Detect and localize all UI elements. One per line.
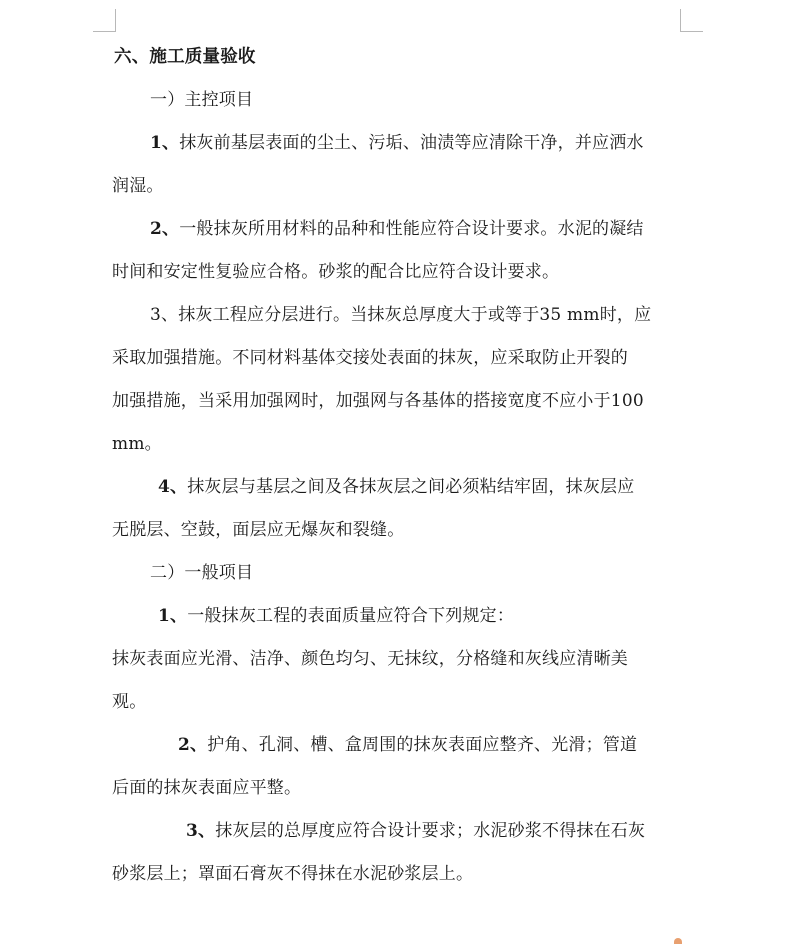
- paragraph-line: 后面的抹灰表面应平整。: [112, 778, 302, 798]
- document-body: [112, 36, 684, 896]
- paragraph-line: 无脱层、空鼓，面层应无爆灰和裂缝。: [112, 520, 405, 540]
- margin-corner-mark-left: [93, 9, 116, 32]
- paragraph-line: 1、一般抹灰工程的表面质量应符合下列规定：: [158, 606, 515, 626]
- paragraph-line: 润湿。: [112, 176, 164, 196]
- paragraph-line: 3、抹灰层的总厚度应符合设计要求；水泥砂浆不得抹在石灰: [186, 821, 646, 841]
- paragraph-line: 时间和安定性复验应合格。砂浆的配合比应符合设计要求。: [112, 262, 560, 282]
- main-items-heading: 一）主控项目: [150, 90, 254, 110]
- item-number: 4、: [158, 477, 188, 497]
- paragraph-line: 抹灰表面应光滑、洁净、颜色均匀、无抹纹，分格缝和灰线应清晰美: [112, 649, 628, 669]
- margin-corner-mark-right: [680, 9, 703, 32]
- section-title: 六、施工质量验收: [114, 47, 256, 67]
- paragraph-line: 砂浆层上；罩面石膏灰不得抹在水泥砂浆层上。: [112, 864, 474, 884]
- item-number: 2、: [150, 219, 180, 239]
- paragraph-line: 观。: [112, 692, 147, 712]
- item-number: 2、: [178, 735, 208, 755]
- item-number: 1、: [158, 606, 188, 626]
- paragraph-line: 2、一般抹灰所用材料的品种和性能应符合设计要求。水泥的凝结: [150, 219, 644, 239]
- item-number: 1、: [150, 133, 180, 153]
- paragraph-line: 3、抹灰工程应分层进行。当抹灰总厚度大于或等于35 mm时，应: [150, 305, 652, 325]
- paragraph-line: 2、护角、孔洞、槽、盒周围的抹灰表面应整齐、光滑；管道: [178, 735, 638, 755]
- paragraph-line: 采取加强措施。不同材料基体交接处表面的抹灰，应采取防止开裂的: [112, 348, 628, 368]
- paragraph-line: mm。: [112, 434, 162, 454]
- general-items-heading: 二）一般项目: [150, 563, 254, 583]
- paragraph-line: 1、抹灰前基层表面的尘土、污垢、油渍等应清除干净，并应洒水: [150, 133, 644, 153]
- paragraph-line: 加强措施，当采用加强网时，加强网与各基体的搭接宽度不应小于100: [112, 391, 644, 411]
- partial-marker: [674, 938, 682, 944]
- item-number: 3、: [186, 821, 216, 841]
- paragraph-line: 4、抹灰层与基层之间及各抹灰层之间必须粘结牢固，抹灰层应: [158, 477, 635, 497]
